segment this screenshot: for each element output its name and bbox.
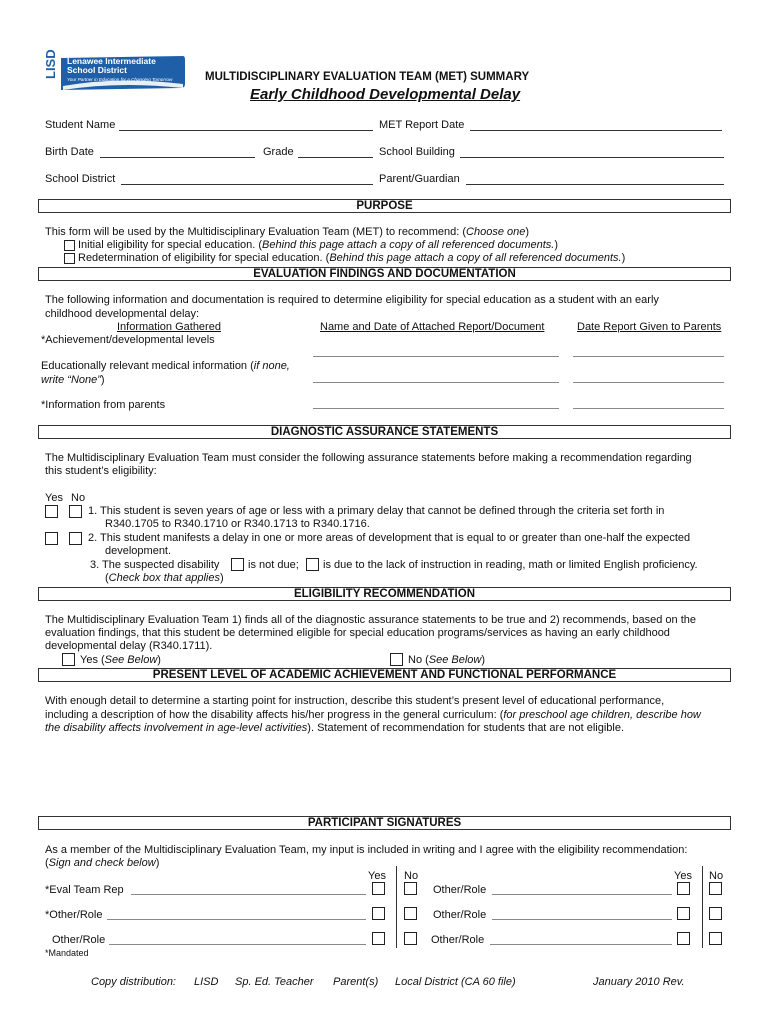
- evaluation-heading: EVALUATION FINDINGS AND DOCUMENTATION: [38, 267, 731, 281]
- right-row3-label: Other/Role: [431, 934, 485, 946]
- form-title: MULTIDISCIPLINARY EVALUATION TEAM (MET) SUMMARY: [205, 71, 530, 83]
- met-report-date-field[interactable]: [470, 130, 722, 131]
- statement2-no-checkbox[interactable]: [69, 532, 82, 545]
- row-medical-line1: Educationally relevant medical information (if none,: [41, 360, 290, 372]
- right-row2-signature[interactable]: [492, 919, 672, 920]
- left-yes-header: Yes: [368, 870, 386, 882]
- present-level-textarea[interactable]: [45, 740, 725, 810]
- signatures-intro-line1: As a member of the Multidisciplinary Evaluation Team, my input is included in writing and I agree with the eligibility recommendation:: [45, 844, 688, 856]
- evaluation-intro-line2: childhood developmental delay:: [45, 308, 200, 320]
- statement2-line1: 2. This student manifests a delay in one or more areas of development that is equal to or greater than one-half the expected: [88, 532, 691, 544]
- purpose-heading: PURPOSE: [38, 199, 731, 213]
- left-row2-no-checkbox[interactable]: [404, 907, 417, 920]
- right-row1-yes-checkbox[interactable]: [677, 882, 690, 895]
- left-row3-signature[interactable]: [109, 944, 366, 945]
- right-row1-signature[interactable]: [492, 894, 672, 895]
- eval-team-rep-yes-checkbox[interactable]: [372, 882, 385, 895]
- is-due-label: is due to the lack of instruction in reading, math or limited English proficiency.: [323, 559, 698, 571]
- diagnostic-yes-header: Yes: [45, 492, 63, 504]
- right-row1-label: Other/Role: [433, 884, 487, 896]
- right-yes-header: Yes: [674, 870, 692, 882]
- student-name-field[interactable]: [119, 130, 373, 131]
- left-row2-yes-checkbox[interactable]: [372, 907, 385, 920]
- footer-revision-date: January 2010 Rev.: [593, 976, 685, 988]
- left-row3-label: Other/Role: [52, 934, 106, 946]
- right-yes-no-divider: [702, 866, 703, 948]
- left-row2-label: *Other/Role: [45, 909, 103, 921]
- purpose-intro: This form will be used by the Multidisciplinary Evaluation Team (MET) to recommend: (Choose one): [45, 226, 530, 238]
- redetermination-label: Redetermination of eligibility for special education. (Behind this page attach a copy of all referenced documents.): [78, 252, 626, 264]
- school-district-label: School District: [45, 173, 116, 185]
- check-box-note: (Check box that applies): [105, 572, 224, 584]
- signatures-intro-line2: (Sign and check below): [45, 857, 160, 869]
- footer-teacher: Sp. Ed. Teacher: [235, 976, 314, 988]
- diagnostic-heading: DIAGNOSTIC ASSURANCE STATEMENTS: [38, 425, 731, 439]
- eval-team-rep-signature[interactable]: [131, 894, 366, 895]
- grade-field[interactable]: [298, 157, 373, 158]
- diagnostic-intro-line2: this student’s eligibility:: [45, 465, 157, 477]
- not-due-label: is not due;: [248, 559, 299, 571]
- birth-date-field[interactable]: [100, 157, 255, 158]
- col-date-given: Date Report Given to Parents: [577, 321, 722, 333]
- school-building-field[interactable]: [460, 157, 724, 158]
- eligibility-line1: The Multidisciplinary Evaluation Team 1) finds all of the diagnostic assurance statements to be true and 2) recommends, based on the: [45, 614, 696, 626]
- initial-eligibility-label: Initial eligibility for special education. (Behind this page attach a copy of all referenced documents.): [78, 239, 559, 251]
- school-building-label: School Building: [379, 146, 455, 158]
- eval-team-rep-label: *Eval Team Rep: [45, 884, 124, 896]
- lisd-logo: [39, 46, 185, 96]
- school-district-field[interactable]: [121, 184, 373, 185]
- statement1-line1: 1. This student is seven years of age or less with a primary delay that cannot be defined through the criteria set forth in: [88, 505, 665, 517]
- right-row2-label: Other/Role: [433, 909, 487, 921]
- achievement-date-field[interactable]: [573, 356, 724, 357]
- parents-report-field[interactable]: [313, 408, 559, 409]
- col-attached-report: Name and Date of Attached Report/Document: [320, 321, 545, 333]
- logo-tagline: Your Partner in Education for a Changing Tomorrow: [67, 77, 173, 82]
- logo-org-line1: Lenawee Intermediate: [67, 56, 156, 66]
- right-row3-yes-checkbox[interactable]: [677, 932, 690, 945]
- statement2-line2: development.: [105, 545, 172, 557]
- eligible-yes-checkbox[interactable]: [62, 653, 75, 666]
- medical-report-field[interactable]: [313, 382, 559, 383]
- right-row1-no-checkbox[interactable]: [709, 882, 722, 895]
- footer-local-district: Local District (CA 60 file): [395, 976, 516, 988]
- eligibility-line2: evaluation findings, that this student be determined eligible for special education programs/services as having an early childhood: [45, 627, 670, 639]
- met-report-date-label: MET Report Date: [379, 119, 465, 131]
- evaluation-intro-line1: The following information and documentation is required to determine eligibility for special education as a student with an early: [45, 294, 659, 306]
- statement1-yes-checkbox[interactable]: [45, 505, 58, 518]
- footer-lisd: LISD: [194, 976, 219, 988]
- right-row2-no-checkbox[interactable]: [709, 907, 722, 920]
- parent-guardian-label: Parent/Guardian: [379, 173, 460, 185]
- right-no-header: No: [709, 870, 724, 882]
- right-row3-no-checkbox[interactable]: [709, 932, 722, 945]
- signatures-heading: PARTICIPANT SIGNATURES: [38, 816, 731, 830]
- parents-date-field[interactable]: [573, 408, 724, 409]
- eligibility-line3: developmental delay (R340.1711).: [45, 640, 213, 652]
- row-achievement: *Achievement/developmental levels: [41, 334, 215, 346]
- present-level-heading: PRESENT LEVEL OF ACADEMIC ACHIEVEMENT AND FUNCTIONAL PERFORMANCE: [38, 668, 731, 682]
- footer-copy-distribution: Copy distribution:: [91, 976, 176, 988]
- row-medical-line2: write “None”): [41, 374, 105, 386]
- diagnostic-no-header: No: [71, 492, 86, 504]
- eligibility-heading: ELIGIBILITY RECOMMENDATION: [38, 587, 731, 601]
- grade-label: Grade: [263, 146, 294, 158]
- mandated-note: *Mandated: [45, 948, 89, 958]
- eval-team-rep-no-checkbox[interactable]: [404, 882, 417, 895]
- form-subtitle: Early Childhood Developmental Delay: [250, 86, 521, 103]
- row-parents-info: *Information from parents: [41, 399, 166, 411]
- statement1-no-checkbox[interactable]: [69, 505, 82, 518]
- present-level-line1: With enough detail to determine a starting point for instruction, describe this student’s present level of educational performance,: [45, 695, 665, 707]
- logo-org-line2: School District: [67, 65, 127, 75]
- eligible-no-label: No (See Below): [408, 654, 486, 666]
- eligible-no-checkbox[interactable]: [390, 653, 403, 666]
- not-due-checkbox[interactable]: [231, 558, 244, 571]
- statement1-line2: R340.1705 to R340.1710 or R340.1713 to R340.1716.: [105, 518, 370, 530]
- left-no-header: No: [404, 870, 419, 882]
- birth-date-label: Birth Date: [45, 146, 94, 158]
- eligible-yes-label: Yes (See Below): [80, 654, 161, 666]
- present-level-line2: including a description of how the disability affects his/her progress in the general curriculum: (for preschool age children, describe how: [45, 709, 701, 721]
- statement2-yes-checkbox[interactable]: [45, 532, 58, 545]
- right-row2-yes-checkbox[interactable]: [677, 907, 690, 920]
- student-name-label: Student Name: [45, 119, 116, 131]
- achievement-report-field[interactable]: [313, 356, 559, 357]
- is-due-checkbox[interactable]: [306, 558, 319, 571]
- left-yes-no-divider: [396, 866, 397, 948]
- redetermination-checkbox[interactable]: [64, 253, 75, 264]
- left-row3-yes-checkbox[interactable]: [372, 932, 385, 945]
- footer-parents: Parent(s): [333, 976, 379, 988]
- statement3-label: 3. The suspected disability: [90, 559, 220, 571]
- present-level-line3: the disability affects involvement in age-level activities). Statement of recommendation for students that are not eligible.: [45, 722, 625, 734]
- logo-letters: LISD: [43, 49, 58, 79]
- diagnostic-intro-line1: The Multidisciplinary Evaluation Team must consider the following assurance statements before making a recommendation regarding: [45, 452, 692, 464]
- medical-date-field[interactable]: [573, 382, 724, 383]
- left-row2-signature[interactable]: [107, 919, 366, 920]
- left-row3-no-checkbox[interactable]: [404, 932, 417, 945]
- right-row3-signature[interactable]: [490, 944, 672, 945]
- col-information-gathered: Information Gathered: [117, 321, 221, 333]
- initial-eligibility-checkbox[interactable]: [64, 240, 75, 251]
- parent-guardian-field[interactable]: [466, 184, 724, 185]
